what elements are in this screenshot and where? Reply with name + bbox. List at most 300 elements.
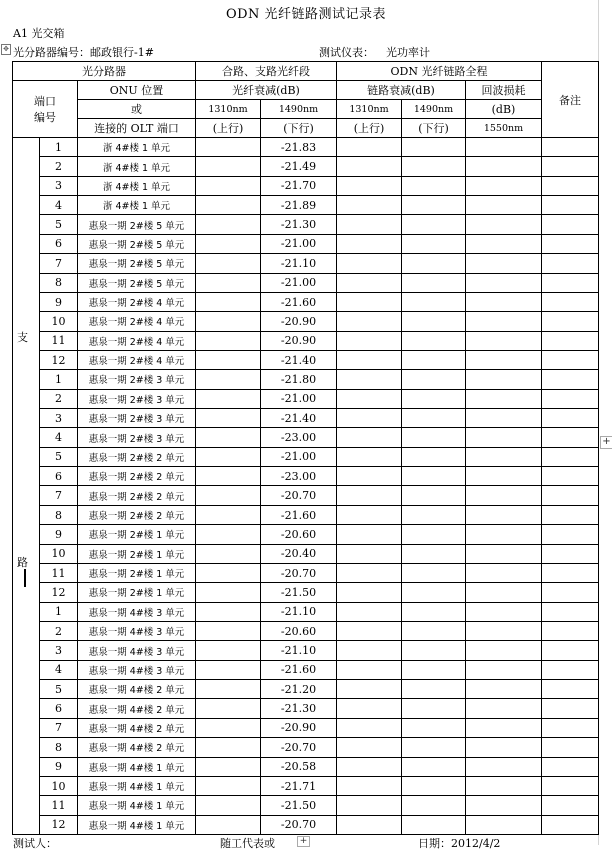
fiber-1310-cell bbox=[196, 505, 261, 524]
header-row-2 bbox=[13, 81, 599, 100]
fiber-1310-cell bbox=[196, 157, 261, 176]
table-row bbox=[13, 428, 599, 447]
onu-location-cell: 惠泉一期 2#楼 2 单元 bbox=[78, 505, 196, 524]
return-loss-cell bbox=[466, 738, 542, 757]
onu-location-cell: 惠泉一期 2#楼 4 单元 bbox=[78, 292, 196, 311]
side-label-zhi: 支 bbox=[17, 331, 28, 344]
fiber-1310-cell bbox=[196, 660, 261, 679]
link-1490-cell bbox=[402, 757, 466, 776]
fiber-1490-cell: -20.70 bbox=[261, 738, 337, 757]
link-1490-cell bbox=[402, 273, 466, 292]
fiber-1310-cell bbox=[196, 467, 261, 486]
remarks-cell bbox=[542, 718, 599, 737]
header-remarks: 备注 bbox=[542, 62, 599, 138]
onu-location-cell: 浙 4#楼 1 单元 bbox=[78, 157, 196, 176]
remarks-cell bbox=[542, 525, 599, 544]
header-onu-line2: 或 bbox=[78, 100, 196, 119]
fiber-1310-cell bbox=[196, 370, 261, 389]
table-row bbox=[13, 621, 599, 640]
onu-location-cell: 惠泉一期 2#楼 4 单元 bbox=[78, 312, 196, 331]
return-loss-cell bbox=[466, 467, 542, 486]
return-loss-cell bbox=[466, 447, 542, 466]
fiber-1310-cell bbox=[196, 312, 261, 331]
remarks-cell bbox=[542, 447, 599, 466]
port-number-cell: 11 bbox=[40, 563, 78, 582]
table-row bbox=[13, 602, 599, 621]
add-column-icon[interactable]: + bbox=[600, 436, 612, 449]
fiber-1310-cell bbox=[196, 389, 261, 408]
remarks-cell bbox=[542, 138, 599, 157]
fiber-1490-cell: -23.00 bbox=[261, 467, 337, 486]
fiber-1490-cell: -21.00 bbox=[261, 447, 337, 466]
remarks-cell bbox=[542, 660, 599, 679]
fiber-1490-cell: -20.90 bbox=[261, 312, 337, 331]
fiber-1310-cell bbox=[196, 409, 261, 428]
fiber-1310-cell bbox=[196, 815, 261, 834]
table-row bbox=[13, 757, 599, 776]
fiber-1490-cell: -21.40 bbox=[261, 409, 337, 428]
fiber-1310-cell bbox=[196, 680, 261, 699]
link-1490-cell bbox=[402, 641, 466, 660]
fiber-1490-cell: -21.70 bbox=[261, 176, 337, 195]
port-number-cell: 12 bbox=[40, 815, 78, 834]
fiber-1490-cell: -21.00 bbox=[261, 273, 337, 292]
header-link-up: (上行) bbox=[337, 119, 402, 138]
link-1490-cell bbox=[402, 254, 466, 273]
port-number-cell: 8 bbox=[40, 273, 78, 292]
fiber-1490-cell: -21.50 bbox=[261, 583, 337, 602]
link-1310-cell bbox=[337, 409, 402, 428]
return-loss-cell bbox=[466, 312, 542, 331]
fiber-1310-cell bbox=[196, 447, 261, 466]
table-row bbox=[13, 234, 599, 253]
onu-location-cell: 惠泉一期 4#楼 2 单元 bbox=[78, 699, 196, 718]
port-number-cell: 7 bbox=[40, 486, 78, 505]
header-port-number: 端口 编号 bbox=[13, 81, 78, 138]
table-row bbox=[13, 138, 599, 157]
onu-location-cell: 惠泉一期 4#楼 1 单元 bbox=[78, 776, 196, 795]
remarks-cell bbox=[542, 776, 599, 795]
link-1490-cell bbox=[402, 350, 466, 369]
remarks-cell bbox=[542, 699, 599, 718]
fiber-1490-cell: -21.49 bbox=[261, 157, 337, 176]
onu-location-cell: 惠泉一期 4#楼 3 单元 bbox=[78, 621, 196, 640]
onu-location-cell: 惠泉一期 2#楼 3 单元 bbox=[78, 370, 196, 389]
fiber-1490-cell: -20.70 bbox=[261, 563, 337, 582]
table-row bbox=[13, 176, 599, 195]
fiber-1310-cell bbox=[196, 176, 261, 195]
link-1490-cell bbox=[402, 312, 466, 331]
move-handle-icon[interactable]: ✥ bbox=[1, 44, 11, 55]
return-loss-cell bbox=[466, 234, 542, 253]
return-loss-cell bbox=[466, 273, 542, 292]
return-loss-cell bbox=[466, 176, 542, 195]
port-number-cell: 8 bbox=[40, 738, 78, 757]
link-1490-cell bbox=[402, 138, 466, 157]
port-number-cell: 10 bbox=[40, 544, 78, 563]
table-row bbox=[13, 215, 599, 234]
link-1310-cell bbox=[337, 680, 402, 699]
link-1310-cell bbox=[337, 138, 402, 157]
return-loss-cell bbox=[466, 350, 542, 369]
fiber-1490-cell: -21.30 bbox=[261, 699, 337, 718]
add-row-icon[interactable]: + bbox=[297, 836, 310, 847]
onu-location-cell: 惠泉一期 2#楼 5 单元 bbox=[78, 273, 196, 292]
return-loss-cell bbox=[466, 699, 542, 718]
remarks-cell bbox=[542, 409, 599, 428]
link-1490-cell bbox=[402, 331, 466, 350]
link-1310-cell bbox=[337, 757, 402, 776]
link-1490-cell bbox=[402, 815, 466, 834]
fiber-1490-cell: -20.90 bbox=[261, 718, 337, 737]
fiber-1310-cell bbox=[196, 350, 261, 369]
header-combined-segment: 合路、支路光纤段 bbox=[196, 62, 337, 81]
return-loss-cell bbox=[466, 815, 542, 834]
fiber-1490-cell: -20.70 bbox=[261, 486, 337, 505]
remarks-cell bbox=[542, 563, 599, 582]
table-row bbox=[13, 273, 599, 292]
return-loss-cell bbox=[466, 505, 542, 524]
header-return-loss-line1: 回波损耗 bbox=[466, 81, 542, 100]
side-vertical-mark bbox=[24, 569, 26, 587]
fiber-1310-cell bbox=[196, 544, 261, 563]
port-number-cell: 1 bbox=[40, 602, 78, 621]
onu-location-cell: 惠泉一期 2#楼 5 单元 bbox=[78, 234, 196, 253]
return-loss-cell bbox=[466, 331, 542, 350]
test-record-table bbox=[12, 61, 599, 835]
remarks-cell bbox=[542, 176, 599, 195]
link-1490-cell bbox=[402, 234, 466, 253]
fiber-1310-cell bbox=[196, 718, 261, 737]
table-row bbox=[13, 699, 599, 718]
link-1310-cell bbox=[337, 428, 402, 447]
header-fiber-1310: 1310nm bbox=[196, 100, 261, 119]
port-number-cell: 9 bbox=[40, 525, 78, 544]
link-1310-cell bbox=[337, 815, 402, 834]
link-1490-cell bbox=[402, 583, 466, 602]
fiber-1490-cell: -20.60 bbox=[261, 621, 337, 640]
port-number-cell: 6 bbox=[40, 234, 78, 253]
instrument-label: 测试仪表： bbox=[319, 46, 374, 59]
return-loss-cell bbox=[466, 215, 542, 234]
fiber-1310-cell bbox=[196, 583, 261, 602]
fiber-1310-cell bbox=[196, 486, 261, 505]
port-number-cell: 11 bbox=[40, 796, 78, 815]
footer-supervisor: 随工代表或 bbox=[220, 837, 275, 850]
header-splitter: 光分路器 bbox=[13, 62, 196, 81]
fiber-1490-cell: -21.00 bbox=[261, 234, 337, 253]
link-1310-cell bbox=[337, 331, 402, 350]
fiber-1310-cell bbox=[196, 776, 261, 795]
remarks-cell bbox=[542, 544, 599, 563]
table-row bbox=[13, 776, 599, 795]
link-1490-cell bbox=[402, 738, 466, 757]
link-1490-cell bbox=[402, 292, 466, 311]
link-1490-cell bbox=[402, 447, 466, 466]
port-number-cell: 5 bbox=[40, 215, 78, 234]
link-1310-cell bbox=[337, 563, 402, 582]
link-1490-cell bbox=[402, 486, 466, 505]
return-loss-cell bbox=[466, 389, 542, 408]
remarks-cell bbox=[542, 254, 599, 273]
table-row bbox=[13, 718, 599, 737]
fiber-1310-cell bbox=[196, 602, 261, 621]
link-1490-cell bbox=[402, 467, 466, 486]
return-loss-cell bbox=[466, 776, 542, 795]
link-1310-cell bbox=[337, 215, 402, 234]
fiber-1310-cell bbox=[196, 641, 261, 660]
table-row bbox=[13, 350, 599, 369]
table-row bbox=[13, 409, 599, 428]
footer-tester: 测试人： bbox=[13, 837, 57, 850]
onu-location-cell: 惠泉一期 2#楼 3 单元 bbox=[78, 428, 196, 447]
remarks-cell bbox=[542, 428, 599, 447]
link-1310-cell bbox=[337, 718, 402, 737]
fiber-1490-cell: -20.90 bbox=[261, 331, 337, 350]
table-row bbox=[13, 447, 599, 466]
link-1490-cell bbox=[402, 544, 466, 563]
fiber-1310-cell bbox=[196, 428, 261, 447]
remarks-cell bbox=[542, 757, 599, 776]
link-1310-cell bbox=[337, 621, 402, 640]
header-return-loss-line3: 1550nm bbox=[466, 119, 542, 138]
return-loss-cell bbox=[466, 660, 542, 679]
link-1310-cell bbox=[337, 776, 402, 795]
table-row bbox=[13, 563, 599, 582]
port-number-cell: 12 bbox=[40, 583, 78, 602]
header-link-1490: 1490nm bbox=[402, 100, 466, 119]
box-name: A1 光交箱 bbox=[13, 27, 65, 40]
port-number-cell: 12 bbox=[40, 350, 78, 369]
port-number-cell: 2 bbox=[40, 621, 78, 640]
header-fiber-attenuation: 光纤衰减(dB) bbox=[196, 81, 337, 100]
return-loss-cell bbox=[466, 254, 542, 273]
header-onu-line3: 连接的 OLT 端口 bbox=[78, 119, 196, 138]
remarks-cell bbox=[542, 641, 599, 660]
fiber-1310-cell bbox=[196, 699, 261, 718]
port-number-cell: 3 bbox=[40, 176, 78, 195]
fiber-1490-cell: -21.10 bbox=[261, 602, 337, 621]
remarks-cell bbox=[542, 292, 599, 311]
return-loss-cell bbox=[466, 409, 542, 428]
remarks-cell bbox=[542, 370, 599, 389]
return-loss-cell bbox=[466, 621, 542, 640]
remarks-cell bbox=[542, 350, 599, 369]
onu-location-cell: 惠泉一期 4#楼 3 单元 bbox=[78, 641, 196, 660]
remarks-cell bbox=[542, 486, 599, 505]
onu-location-cell: 惠泉一期 2#楼 1 单元 bbox=[78, 583, 196, 602]
header-fiber-1490: 1490nm bbox=[261, 100, 337, 119]
port-number-cell: 7 bbox=[40, 254, 78, 273]
link-1490-cell bbox=[402, 796, 466, 815]
fiber-1310-cell bbox=[196, 563, 261, 582]
port-number-cell: 11 bbox=[40, 331, 78, 350]
table-row bbox=[13, 544, 599, 563]
onu-location-cell: 惠泉一期 4#楼 2 单元 bbox=[78, 680, 196, 699]
return-loss-cell bbox=[466, 138, 542, 157]
fiber-1490-cell: -20.70 bbox=[261, 815, 337, 834]
instrument-info bbox=[319, 44, 430, 60]
fiber-1310-cell bbox=[196, 234, 261, 253]
instrument-value: 光功率计 bbox=[386, 46, 430, 59]
onu-location-cell: 惠泉一期 2#楼 4 单元 bbox=[78, 331, 196, 350]
link-1490-cell bbox=[402, 409, 466, 428]
onu-location-cell: 浙 4#楼 1 单元 bbox=[78, 196, 196, 215]
port-number-cell: 5 bbox=[40, 447, 78, 466]
table-row bbox=[13, 815, 599, 834]
link-1310-cell bbox=[337, 157, 402, 176]
table-row bbox=[13, 525, 599, 544]
onu-location-cell: 惠泉一期 4#楼 3 单元 bbox=[78, 602, 196, 621]
return-loss-cell bbox=[466, 428, 542, 447]
table-row bbox=[13, 660, 599, 679]
link-1490-cell bbox=[402, 196, 466, 215]
port-number-cell: 8 bbox=[40, 505, 78, 524]
link-1310-cell bbox=[337, 544, 402, 563]
link-1490-cell bbox=[402, 428, 466, 447]
onu-location-cell: 惠泉一期 2#楼 4 单元 bbox=[78, 350, 196, 369]
port-number-cell: 3 bbox=[40, 409, 78, 428]
fiber-1490-cell: -21.30 bbox=[261, 215, 337, 234]
side-label-lu: 路 bbox=[17, 556, 28, 569]
onu-location-cell: 惠泉一期 2#楼 2 单元 bbox=[78, 467, 196, 486]
fiber-1310-cell bbox=[196, 738, 261, 757]
return-loss-cell bbox=[466, 583, 542, 602]
remarks-cell bbox=[542, 331, 599, 350]
link-1490-cell bbox=[402, 215, 466, 234]
link-1490-cell bbox=[402, 563, 466, 582]
fiber-1310-cell bbox=[196, 331, 261, 350]
fiber-1490-cell: -21.60 bbox=[261, 292, 337, 311]
port-number-cell: 10 bbox=[40, 312, 78, 331]
onu-location-cell: 惠泉一期 2#楼 3 单元 bbox=[78, 409, 196, 428]
port-number-cell: 7 bbox=[40, 718, 78, 737]
return-loss-cell bbox=[466, 563, 542, 582]
header-link-attenuation: 链路衰减(dB) bbox=[337, 81, 466, 100]
link-1310-cell bbox=[337, 196, 402, 215]
onu-location-cell: 惠泉一期 2#楼 2 单元 bbox=[78, 447, 196, 466]
table-row bbox=[13, 796, 599, 815]
link-1490-cell bbox=[402, 157, 466, 176]
return-loss-cell bbox=[466, 157, 542, 176]
header-link-down: (下行) bbox=[402, 119, 466, 138]
link-1490-cell bbox=[402, 505, 466, 524]
link-1490-cell bbox=[402, 370, 466, 389]
link-1490-cell bbox=[402, 699, 466, 718]
fiber-1490-cell: -20.40 bbox=[261, 544, 337, 563]
fiber-1310-cell bbox=[196, 292, 261, 311]
table-row bbox=[13, 389, 599, 408]
table-row bbox=[13, 583, 599, 602]
onu-location-cell: 惠泉一期 2#楼 1 单元 bbox=[78, 563, 196, 582]
link-1310-cell bbox=[337, 176, 402, 195]
fiber-1490-cell: -21.40 bbox=[261, 350, 337, 369]
table-row bbox=[13, 505, 599, 524]
fiber-1490-cell: -21.00 bbox=[261, 389, 337, 408]
link-1310-cell bbox=[337, 467, 402, 486]
table-row bbox=[13, 312, 599, 331]
return-loss-cell bbox=[466, 544, 542, 563]
table-row bbox=[13, 486, 599, 505]
table-row bbox=[13, 738, 599, 757]
return-loss-cell bbox=[466, 680, 542, 699]
onu-location-cell: 惠泉一期 4#楼 2 单元 bbox=[78, 738, 196, 757]
link-1310-cell bbox=[337, 602, 402, 621]
header-row-4 bbox=[13, 119, 599, 138]
link-1310-cell bbox=[337, 350, 402, 369]
link-1310-cell bbox=[337, 525, 402, 544]
onu-location-cell: 惠泉一期 4#楼 1 单元 bbox=[78, 796, 196, 815]
fiber-1490-cell: -21.60 bbox=[261, 660, 337, 679]
header-link-1310: 1310nm bbox=[337, 100, 402, 119]
onu-location-cell: 浙 4#楼 1 单元 bbox=[78, 138, 196, 157]
fiber-1310-cell bbox=[196, 273, 261, 292]
link-1490-cell bbox=[402, 776, 466, 795]
return-loss-cell bbox=[466, 757, 542, 776]
port-number-cell: 1 bbox=[40, 138, 78, 157]
link-1490-cell bbox=[402, 718, 466, 737]
table-row bbox=[13, 641, 599, 660]
link-1310-cell bbox=[337, 699, 402, 718]
remarks-cell bbox=[542, 621, 599, 640]
header-return-loss-line2: (dB) bbox=[466, 100, 542, 119]
header-fiber-down: (下行) bbox=[261, 119, 337, 138]
fiber-1490-cell: -20.60 bbox=[261, 525, 337, 544]
fiber-1490-cell: -21.50 bbox=[261, 796, 337, 815]
fiber-1310-cell bbox=[196, 621, 261, 640]
table-row bbox=[13, 680, 599, 699]
link-1310-cell bbox=[337, 292, 402, 311]
fiber-1490-cell: -21.89 bbox=[261, 196, 337, 215]
link-1310-cell bbox=[337, 370, 402, 389]
link-1490-cell bbox=[402, 660, 466, 679]
remarks-cell bbox=[542, 583, 599, 602]
fiber-1310-cell bbox=[196, 215, 261, 234]
link-1310-cell bbox=[337, 583, 402, 602]
onu-location-cell: 惠泉一期 2#楼 2 单元 bbox=[78, 486, 196, 505]
remarks-cell bbox=[542, 196, 599, 215]
fiber-1310-cell bbox=[196, 254, 261, 273]
header-onu-line1: ONU 位置 bbox=[78, 81, 196, 100]
remarks-cell bbox=[542, 738, 599, 757]
fiber-1490-cell: -20.58 bbox=[261, 757, 337, 776]
remarks-cell bbox=[542, 796, 599, 815]
remarks-cell bbox=[542, 389, 599, 408]
return-loss-cell bbox=[466, 796, 542, 815]
fiber-1490-cell: -21.71 bbox=[261, 776, 337, 795]
remarks-cell bbox=[542, 215, 599, 234]
remarks-cell bbox=[542, 312, 599, 331]
link-1310-cell bbox=[337, 254, 402, 273]
return-loss-cell bbox=[466, 196, 542, 215]
link-1490-cell bbox=[402, 621, 466, 640]
remarks-cell bbox=[542, 602, 599, 621]
onu-location-cell: 惠泉一期 4#楼 1 单元 bbox=[78, 815, 196, 834]
onu-location-cell: 惠泉一期 2#楼 3 单元 bbox=[78, 389, 196, 408]
link-1310-cell bbox=[337, 389, 402, 408]
link-1310-cell bbox=[337, 738, 402, 757]
link-1490-cell bbox=[402, 602, 466, 621]
fiber-1310-cell bbox=[196, 525, 261, 544]
header-row-3 bbox=[13, 100, 599, 119]
port-number-cell: 4 bbox=[40, 660, 78, 679]
port-number-cell: 6 bbox=[40, 467, 78, 486]
return-loss-cell bbox=[466, 486, 542, 505]
fiber-1490-cell: -21.20 bbox=[261, 680, 337, 699]
return-loss-cell bbox=[466, 525, 542, 544]
link-1310-cell bbox=[337, 234, 402, 253]
side-label-cell bbox=[13, 138, 40, 835]
